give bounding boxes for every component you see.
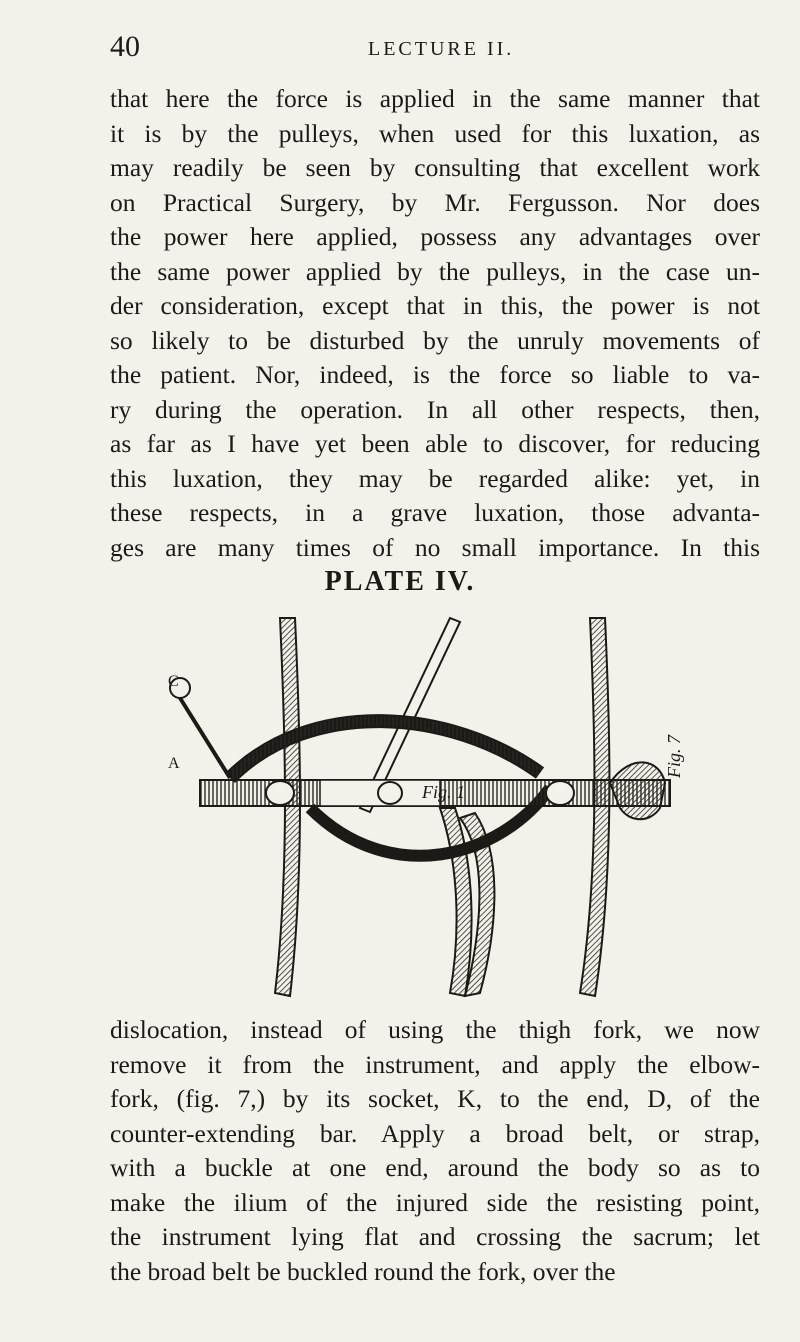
text-line: so likely to be disturbed by the unruly movements of [110, 325, 760, 355]
text-line: with a buckle at one end, around the body so as to [110, 1153, 760, 1182]
text-line: ry during the operation. In all other respects, then, [110, 394, 760, 424]
page-header [110, 30, 760, 70]
text-line: the broad belt be buckled round the fork, over the [110, 1256, 616, 1286]
figure-letter-a: A [168, 755, 180, 772]
plate-title: PLATE IV. [324, 566, 476, 597]
text-line: the patient. Nor, indeed, is the force so liable to va- [110, 360, 760, 389]
screw-ring-middle [378, 782, 402, 804]
fig-1-label: Fig. 1 [422, 782, 465, 802]
handle-arm [180, 698, 230, 778]
running-head: LECTURE II. [368, 38, 515, 60]
fig-7-label: Fig. 7 [664, 735, 684, 778]
text-line: counter-extending bar. Apply a broad belt, or strap, [110, 1118, 760, 1148]
text-line: dislocation, instead of using the thigh fork, we now [110, 1015, 760, 1044]
text-line: the power here applied, possess any advantages over [110, 222, 760, 251]
plate-illustration [160, 608, 720, 1013]
instrument-engraving [160, 608, 720, 1013]
text-line: der consideration, except that in this, the power is not [110, 291, 760, 320]
text-line: as far as I have yet been able to discover, for reducing [110, 429, 760, 458]
text-line: may readily be seen by consulting that excellent work [110, 153, 760, 182]
text-line: ges are many times of no small importance. In this [110, 532, 760, 562]
figure-letter-c: C [168, 673, 179, 690]
screw-ring-right [546, 781, 574, 805]
text-line: remove it from the instrument, and apply the elbow- [110, 1049, 760, 1079]
text-line: the instrument lying flat and crossing the sacrum; let [110, 1222, 760, 1251]
text-line: that here the force is applied in the same manner that [110, 84, 760, 113]
text-line: it is by the pulleys, when used for this luxation, as [110, 118, 760, 148]
fork-arm-middle [440, 808, 472, 996]
screw-ring-left [266, 781, 294, 805]
elbow-fork [610, 762, 665, 819]
page-number: 40 [110, 30, 140, 63]
text-line: the same power applied by the pulleys, in the case un- [110, 256, 760, 286]
text-line: on Practical Surgery, by Mr. Fergusson. Nor does [110, 187, 760, 217]
text-line: fork, (fig. 7,) by its socket, K, to the end, D, of the [110, 1084, 760, 1113]
text-line: make the ilium of the injured side the resisting point, [110, 1187, 760, 1217]
body-text-lower [110, 1013, 760, 1289]
body-text-upper [110, 82, 760, 565]
text-line: these respects, in a grave luxation, those advanta- [110, 498, 760, 527]
text-line: this luxation, they may be regarded alike: yet, in [110, 463, 760, 493]
